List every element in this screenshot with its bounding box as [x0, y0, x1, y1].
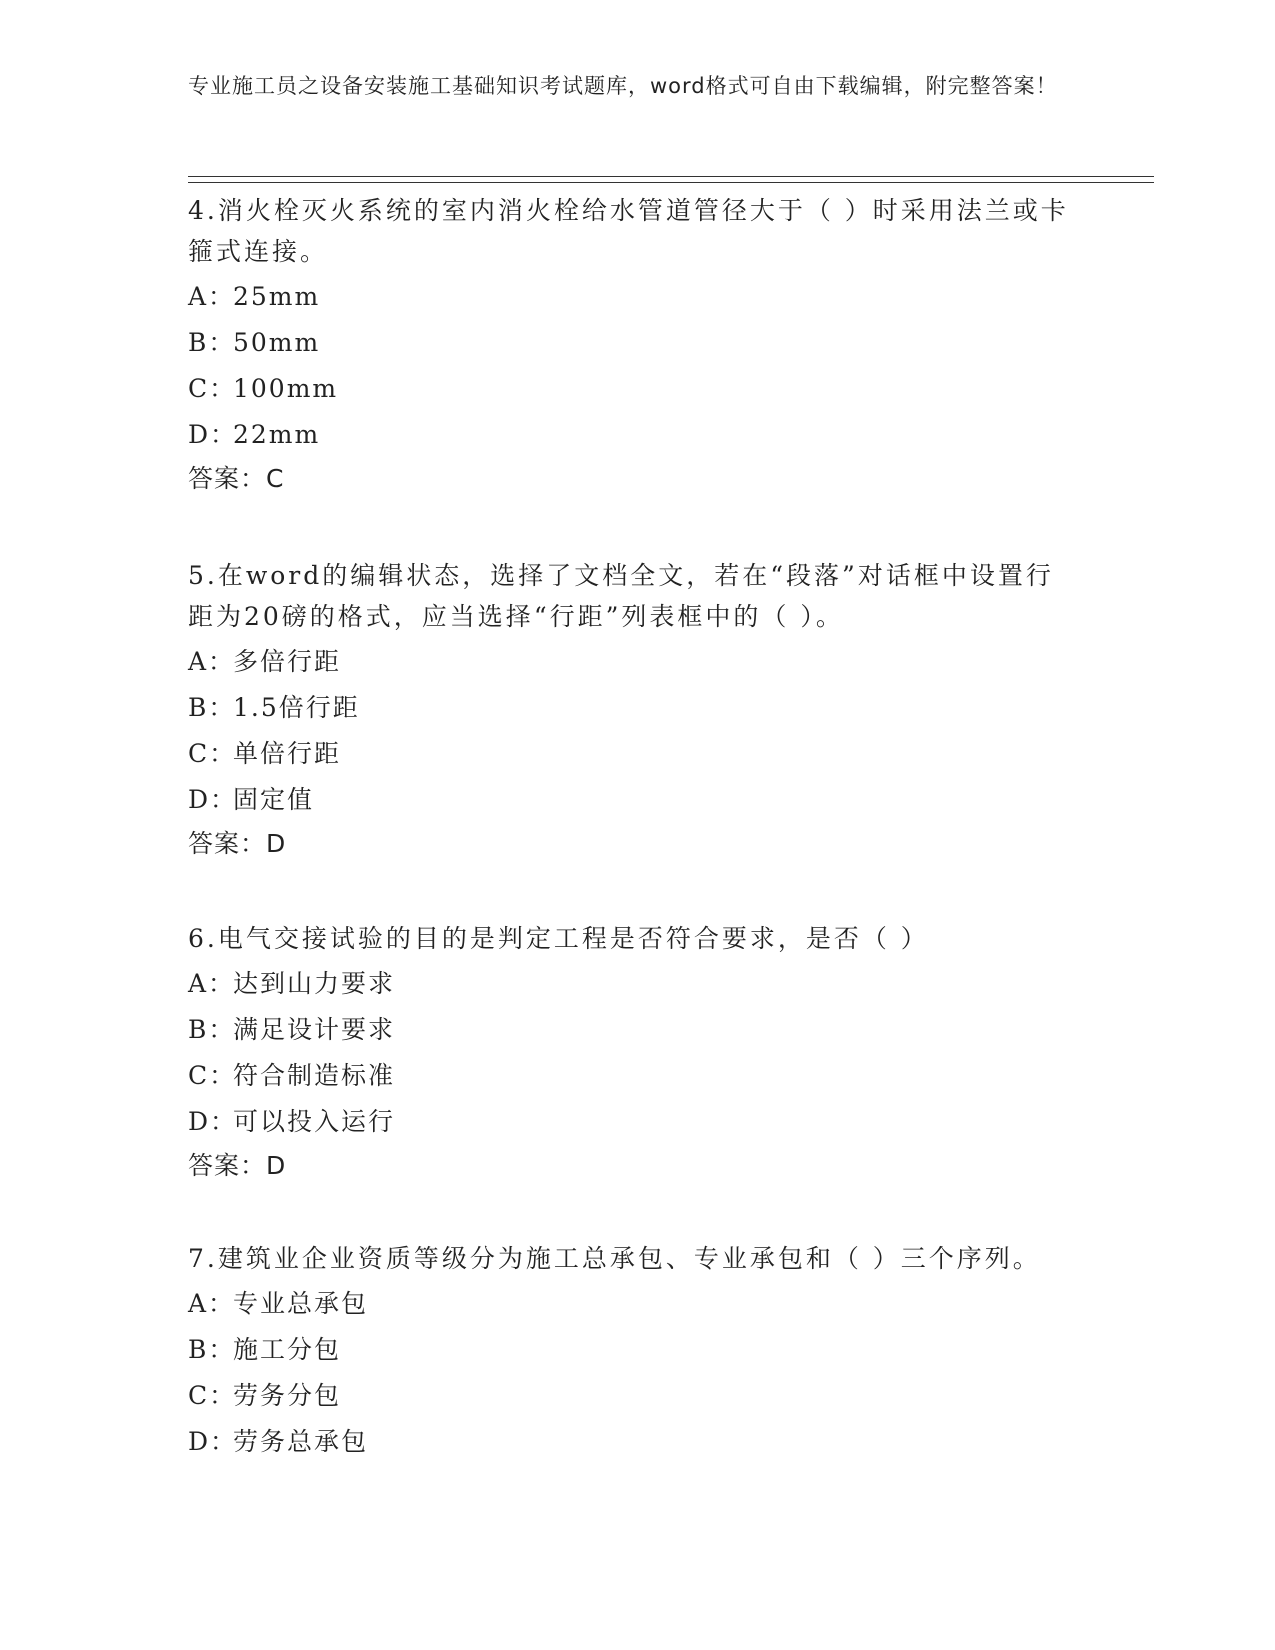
- option-text: 劳务分包: [233, 1381, 342, 1410]
- question-7: [188, 1238, 1078, 1457]
- option-d: [188, 785, 1078, 815]
- question-stem: 6.电气交接试验的目的是判定工程是否符合要求，是否（ ）: [188, 924, 929, 953]
- option-d: [188, 420, 1078, 450]
- option-text: 满足设计要求: [233, 1015, 396, 1044]
- option-key: C：: [188, 1381, 237, 1410]
- option-key: B：: [188, 1335, 236, 1364]
- question-stem: 7.建筑业企业资质等级分为施工总承包、专业承包和（ ）三个序列。: [188, 1244, 1041, 1273]
- option-c: [188, 1061, 1078, 1091]
- option-b: [188, 1335, 1078, 1365]
- option-key: D：: [188, 785, 238, 814]
- option-key: D：: [188, 420, 238, 449]
- option-text: 100mm: [233, 374, 339, 403]
- option-a: [188, 1289, 1078, 1319]
- option-a: [188, 969, 1078, 999]
- option-key: A：: [188, 1289, 236, 1318]
- answer: 答案：D: [188, 829, 287, 858]
- option-key: A：: [188, 647, 236, 676]
- option-key: A：: [188, 969, 236, 998]
- option-text: 专业总承包: [233, 1289, 369, 1318]
- option-text: 符合制造标准: [233, 1061, 396, 1090]
- option-text: 施工分包: [233, 1335, 342, 1364]
- option-text: 50mm: [233, 328, 321, 357]
- option-a: [188, 282, 1078, 312]
- option-key: D：: [188, 1107, 238, 1136]
- answer: 答案：D: [188, 1151, 287, 1180]
- option-b: [188, 328, 1078, 358]
- question-stem: 5.在word的编辑状态，选择了文档全文，若在“段落”对话框中设置行距为20磅的格式，应当选择“行距”列表框中的（ ）。: [188, 561, 1054, 631]
- question-5: [188, 555, 1078, 859]
- header-divider-top: [188, 176, 1154, 177]
- question-4: [188, 190, 1078, 494]
- option-d: [188, 1107, 1078, 1137]
- option-text: 固定值: [233, 785, 315, 814]
- option-key: B：: [188, 693, 236, 722]
- option-a: [188, 647, 1078, 677]
- question-stem: 4.消火栓灭火系统的室内消火栓给水管道管径大于（ ）时采用法兰或卡箍式连接。: [188, 196, 1069, 266]
- answer: 答案：C: [188, 464, 285, 493]
- option-text: 22mm: [233, 420, 321, 449]
- option-text: 多倍行距: [233, 647, 342, 676]
- option-d: [188, 1427, 1078, 1457]
- option-text: 25mm: [233, 282, 321, 311]
- option-text: 劳务总承包: [233, 1427, 369, 1456]
- option-b: [188, 693, 1078, 723]
- option-text: 1.5倍行距: [233, 693, 360, 722]
- option-key: C：: [188, 1061, 237, 1090]
- option-c: [188, 739, 1078, 769]
- option-key: C：: [188, 739, 237, 768]
- option-key: B：: [188, 328, 236, 357]
- option-c: [188, 374, 1078, 404]
- question-6: [188, 918, 1078, 1181]
- header-divider-bottom: [188, 182, 1154, 183]
- option-key: C：: [188, 374, 237, 403]
- option-text: 可以投入运行: [233, 1107, 396, 1136]
- option-text: 单倍行距: [233, 739, 342, 768]
- option-key: B：: [188, 1015, 236, 1044]
- option-text: 达到山力要求: [233, 969, 396, 998]
- option-c: [188, 1381, 1078, 1411]
- document-header: 专业施工员之设备安装施工基础知识考试题库，word格式可自由下载编辑，附完整答案！: [188, 74, 1058, 98]
- option-key: D：: [188, 1427, 238, 1456]
- option-b: [188, 1015, 1078, 1045]
- option-key: A：: [188, 282, 236, 311]
